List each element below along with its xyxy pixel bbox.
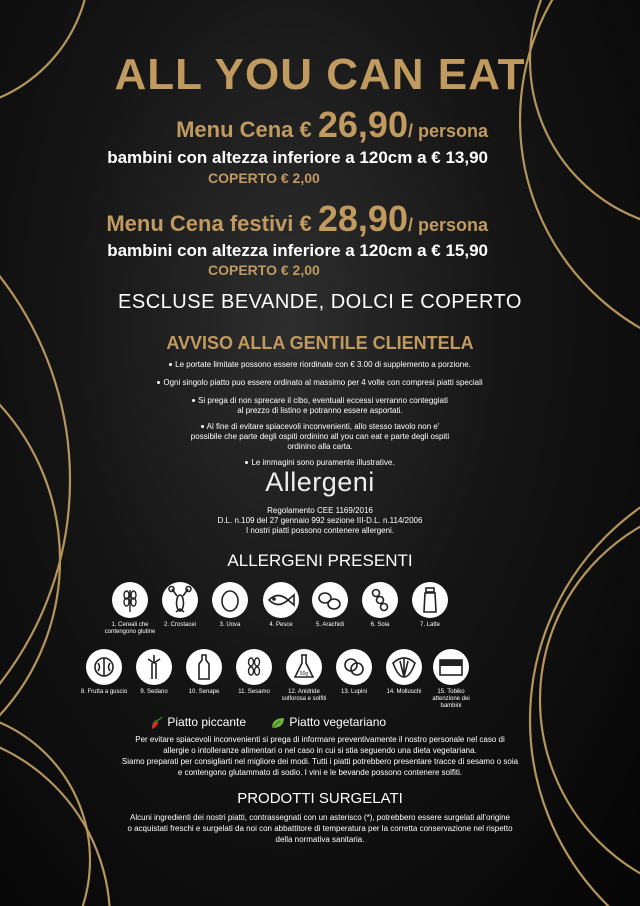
flask-icon <box>286 649 322 685</box>
chili-icon <box>150 716 164 730</box>
page-title: ALL YOU CAN EAT <box>114 50 526 99</box>
allergen-label: 15. Tobiko attenzione dei bambini <box>432 689 470 709</box>
allergen-label: 2. Crostacei <box>163 622 196 628</box>
menu-festivi-amount: 28,90 <box>317 198 408 239</box>
surgelati-title: PRODOTTI SURGELATI <box>237 790 403 807</box>
allergen-label: 11. Sesamo <box>238 689 270 695</box>
fish-icon <box>263 582 299 618</box>
menu-cena-price <box>0 104 488 146</box>
menu-festivi-coperto: COPERTO € 2,00 <box>208 262 320 278</box>
menu-cena-coperto: COPERTO € 2,00 <box>208 170 320 186</box>
sesame-icon <box>236 649 272 685</box>
allergen-label: 10. Senape <box>188 689 220 695</box>
allergen-label: 7. Latte <box>419 622 440 628</box>
milk-icon <box>412 582 448 618</box>
menu-festivi-per: / persona <box>407 215 488 235</box>
rule-item: Al fine di evitare spiacevoli inconvenienti, allo stesso tavolo non e' possibile che parte degli ospiti ordinino all you can eat e parte degli ospiti ordinino alla carta. <box>190 422 450 451</box>
surgelati-text: Alcuni ingredienti dei nostri piatti, contrassegnati con un asterisco (*), potrebbero essere surgelati all'origine o acquistati freschi e surgelati da noi con abbattitore di temperatura per la corretta conservazione nel rispetto della normativa sanitaria. <box>127 813 513 844</box>
allergen-label: 8. Frutta a guscio <box>80 689 128 695</box>
allergen-label: 3. Uova <box>219 622 241 628</box>
menu-cena-per: / persona <box>407 121 488 141</box>
menu-festivi-children: bambini con altezza inferiore a 120cm a € 15,90 <box>107 241 488 260</box>
flask-badge: 50g <box>299 671 309 677</box>
celery-icon <box>136 649 172 685</box>
wheat-icon <box>112 582 148 618</box>
allergy-note: Per evitare spiacevoli inconvenienti si prega di informare preventivamente il nostro personale nel caso di allergie o intolleranze alimentari o nel caso in cui si stia seguendo una dieta vegetariana. Siamo preparati per consigliarti nel migliore dei modi. Tutti i piatti potrebbero presentare tracce di sesamo o soia e contengono glutammato di sodio. I vini e le bevande possono contenere solfiti. <box>121 735 519 777</box>
rule-item: Si prega di non sprecare il cibo, eventuali eccessi verranno conteggiati al prezzo di listino e potranno essere asportati. <box>0 396 640 416</box>
allergen-label: 6. Soia <box>370 622 390 628</box>
allergen-label: 13. Lupini <box>340 689 368 695</box>
allergen-label: 4. Pesce <box>269 622 293 628</box>
menu-festivi-label: Menu Cena festivi € <box>106 211 318 236</box>
menu-festivi-price <box>0 198 488 240</box>
allergen-label: 1. Cereali che contengono glutine <box>104 622 156 635</box>
soy-icon <box>362 582 398 618</box>
lobster-icon <box>162 582 198 618</box>
egg-icon <box>212 582 248 618</box>
legend-vegetariano: Piatto vegetariano <box>270 715 386 730</box>
walnut-icon <box>86 649 122 685</box>
rules-list <box>0 360 640 474</box>
tobiko-icon <box>433 649 469 685</box>
avviso-title: AVVISO ALLA GENTILE CLIENTELA <box>166 333 474 353</box>
rule-item: Le immagini sono puramente illustrative. <box>0 458 640 468</box>
escluse-notice: ESCLUSE BEVANDE, DOLCI E COPERTO <box>118 291 522 313</box>
allergeni-presenti-title: ALLERGENI PRESENTI <box>227 551 413 570</box>
legend-piccante: Piatto piccante <box>150 715 246 730</box>
allergen-label: 9. Sedano <box>140 689 168 695</box>
allergen-label: 14. Molluschi <box>386 689 422 695</box>
allergeni-title: Allergeni <box>265 467 375 497</box>
menu-cena-label: Menu Cena € <box>176 117 318 142</box>
menu-cena-amount: 26,90 <box>317 104 408 145</box>
menu-cena-children: bambini con altezza inferiore a 120cm a € 13,90 <box>107 148 488 167</box>
allergen-label: 12. Anidride solforosa e solfiti <box>281 689 327 702</box>
regulations: Regolamento CEE 1169/2016 D.L. n.109 del 27 gennaio 992 sezione III-D.L. n.114/2006 I nostri piatti possono contenere allergeni. <box>217 506 423 535</box>
leaf-icon <box>270 716 286 730</box>
shell-icon <box>386 649 422 685</box>
mustard-icon <box>186 649 222 685</box>
allergen-label: 5. Arachidi <box>315 622 345 628</box>
rule-item: Le portate limitate possono essere riordinate con € 3.00 di supplemento a porzione. <box>0 360 640 370</box>
peanut-icon <box>312 582 348 618</box>
rule-item: Ogni singolo piatto puo essere ordinato al massimo per 4 volte con compresi piatti speciali <box>0 378 640 388</box>
lupin-icon <box>336 649 372 685</box>
